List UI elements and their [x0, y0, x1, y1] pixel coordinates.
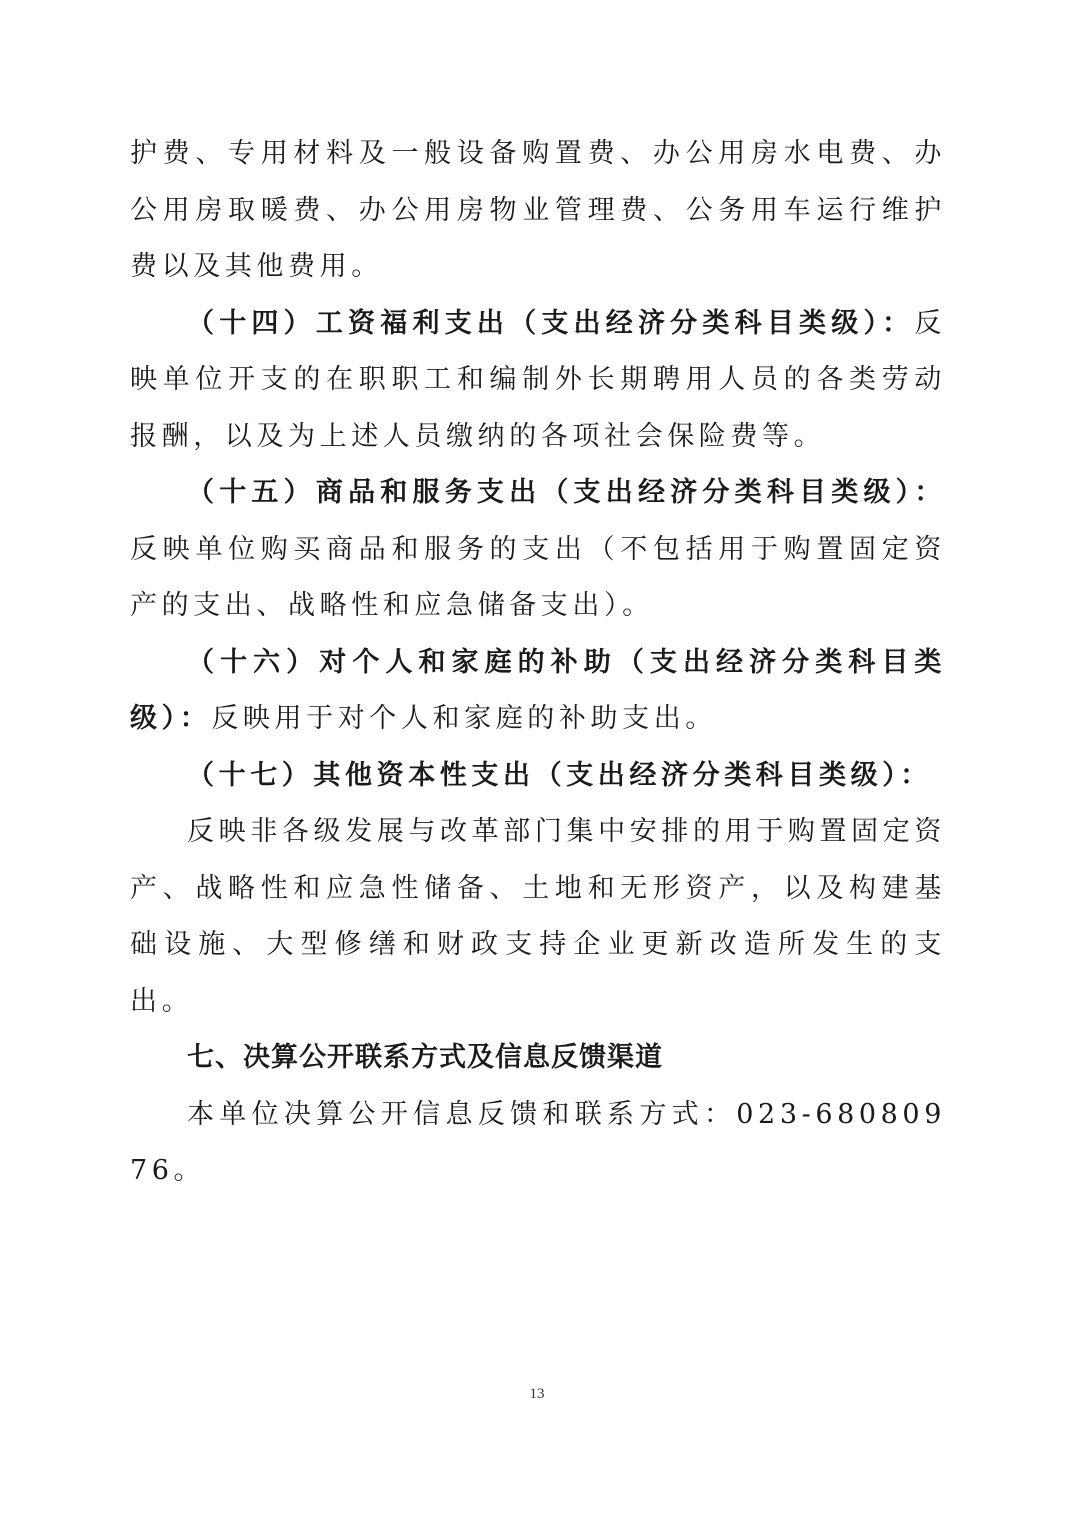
document-page — [130, 126, 946, 1200]
item-title-14: （十四）工资福利支出（支出经济分类科目类级）： — [187, 307, 915, 339]
paragraph-wage-welfare — [130, 296, 946, 466]
page-number: 13 — [529, 1386, 545, 1402]
paragraph-expense-list — [130, 126, 946, 296]
paragraph-text: 护费、专用材料及一般设备购置费、办公用房水电费、办公用房取暖费、办公用房物业管理费、公务用车运行维护费以及其他费用。 — [130, 138, 946, 282]
item-title-16: （十六）对个人和家庭的补助（支出经济分类科目类级）： — [130, 646, 946, 734]
item-body-14: 反映单位开支的在职职工和编制外长期聘用人员的各类劳动报酬，以及为上述人员缴纳的各项社会保险费等。 — [130, 307, 946, 452]
paragraph-contact — [130, 1087, 946, 1200]
item-title-15: （十五）商品和服务支出（支出经济分类科目类级）： — [187, 477, 946, 508]
paragraph-household-subsidy — [130, 635, 946, 748]
item-title-17: （十七）其他资本性支出（支出经济分类科目类级）： — [187, 759, 932, 791]
paragraph-other-capital-title — [130, 748, 946, 805]
item-body-15: 反映单位购买商品和服务的支出（不包括用于购置固定资产的支出、战略性和应急储备支出）。 — [130, 533, 946, 621]
paragraph-other-capital-body — [130, 804, 946, 1030]
section-heading-contact: 七、决算公开联系方式及信息反馈渠道 — [187, 1042, 663, 1073]
item-body-16: 反映用于对个人和家庭的补助支出。 — [211, 703, 717, 734]
item-body-17: 反映非各级发展与改革部门集中安排的用于购置固定资产、战略性和应急性储备、土地和无形资产，以及构建基础设施、大型修缮和财政支持企业更新改造所发生的支出。 — [130, 816, 946, 1017]
contact-text: 本单位决算公开信息反馈和联系方式：023-68080976。 — [130, 1098, 946, 1186]
paragraph-goods-services — [130, 465, 946, 635]
